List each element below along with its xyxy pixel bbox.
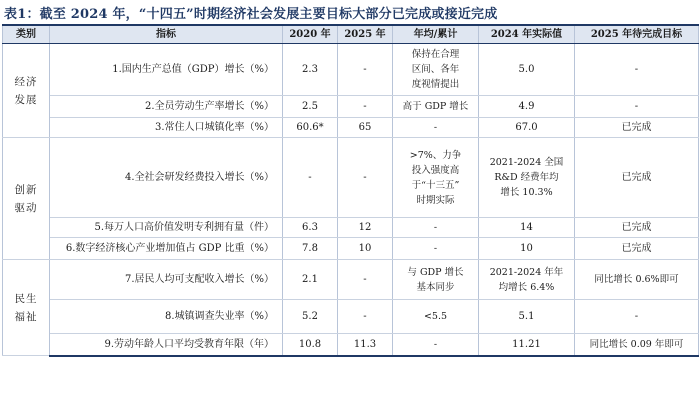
table-row	[3, 96, 699, 118]
value-2025-cell: 10	[338, 238, 393, 260]
value-2020-cell: -	[283, 138, 338, 218]
indicator-cell: 6.数字经济核心产业增加值占 GDP 比重（%）	[50, 238, 283, 260]
value-2025-cell: -	[338, 260, 393, 300]
value-2020-cell: 10.8	[283, 334, 338, 356]
actual-2024-cell: 2021-2024 全国 R&D 经费年均 增长 10.3%	[479, 138, 575, 218]
value-2020-cell: 2.3	[283, 44, 338, 96]
value-2020-cell: 60.6*	[283, 118, 338, 138]
category-cell: 创新 驱动	[3, 138, 50, 260]
annual-cell: -	[393, 238, 479, 260]
target-2025-cell: 已完成	[575, 138, 699, 218]
annual-cell: -	[393, 218, 479, 238]
actual-2024-cell: 10	[479, 238, 575, 260]
category-cell: 经济 发展	[3, 44, 50, 138]
header-row	[3, 25, 699, 44]
value-2020-cell: 2.1	[283, 260, 338, 300]
goals-table	[2, 24, 699, 357]
annual-cell: <5.5	[393, 300, 479, 334]
table-row	[3, 260, 699, 300]
table-row	[3, 300, 699, 334]
value-2020-cell: 6.3	[283, 218, 338, 238]
target-2025-cell: 同比增长 0.6%即可	[575, 260, 699, 300]
header-2020: 2020 年	[283, 25, 338, 44]
value-2025-cell: 11.3	[338, 334, 393, 356]
header-annual: 年均/累计	[393, 25, 479, 44]
actual-2024-cell: 67.0	[479, 118, 575, 138]
table-row	[3, 44, 699, 96]
value-2025-cell: -	[338, 44, 393, 96]
value-2025-cell: -	[338, 138, 393, 218]
table-row	[3, 238, 699, 260]
indicator-cell: 2.全员劳动生产率增长（%）	[50, 96, 283, 118]
indicator-cell: 8.城镇调查失业率（%）	[50, 300, 283, 334]
annual-cell: -	[393, 118, 479, 138]
value-2025-cell: -	[338, 96, 393, 118]
indicator-cell: 1.国内生产总值（GDP）增长（%）	[50, 44, 283, 96]
table-row	[3, 138, 699, 218]
target-2025-cell: -	[575, 300, 699, 334]
header-indicator: 指标	[50, 25, 283, 44]
value-2020-cell: 5.2	[283, 300, 338, 334]
annual-cell: -	[393, 334, 479, 356]
value-2020-cell: 2.5	[283, 96, 338, 118]
header-2025: 2025 年	[338, 25, 393, 44]
actual-2024-cell: 5.1	[479, 300, 575, 334]
value-2025-cell: 65	[338, 118, 393, 138]
indicator-cell: 5.每万人口高价值发明专利拥有量（件）	[50, 218, 283, 238]
table-row	[3, 118, 699, 138]
actual-2024-cell: 2021-2024 年年 均增长 6.4%	[479, 260, 575, 300]
table-title: 表1：截至 2024 年，“十四五”时期经济社会发展主要目标大部分已完成或接近完成	[4, 7, 498, 22]
actual-2024-cell: 5.0	[479, 44, 575, 96]
target-2025-cell: -	[575, 44, 699, 96]
target-2025-cell: -	[575, 96, 699, 118]
header-actual-2024: 2024 年实际值	[479, 25, 575, 44]
actual-2024-cell: 11.21	[479, 334, 575, 356]
target-2025-cell: 已完成	[575, 238, 699, 260]
annual-cell: >7%、力争 投入强度高 于“十三五” 时期实际	[393, 138, 479, 218]
indicator-cell: 7.居民人均可支配收入增长（%）	[50, 260, 283, 300]
category-cell: 民生 福祉	[3, 260, 50, 356]
actual-2024-cell: 14	[479, 218, 575, 238]
header-target-2025: 2025 年待完成目标	[575, 25, 699, 44]
target-2025-cell: 已完成	[575, 218, 699, 238]
indicator-cell: 3.常住人口城镇化率（%）	[50, 118, 283, 138]
indicator-cell: 4.全社会研发经费投入增长（%）	[50, 138, 283, 218]
header-category: 类别	[3, 25, 50, 44]
table-row	[3, 218, 699, 238]
annual-cell: 与 GDP 增长 基本同步	[393, 260, 479, 300]
annual-cell: 保持在合理 区间、各年 度视情提出	[393, 44, 479, 96]
value-2025-cell: -	[338, 300, 393, 334]
value-2025-cell: 12	[338, 218, 393, 238]
value-2020-cell: 7.8	[283, 238, 338, 260]
target-2025-cell: 已完成	[575, 118, 699, 138]
table-row	[3, 334, 699, 356]
target-2025-cell: 同比增长 0.09 年即可	[575, 334, 699, 356]
indicator-cell: 9.劳动年龄人口平均受教育年限（年）	[50, 334, 283, 356]
actual-2024-cell: 4.9	[479, 96, 575, 118]
annual-cell: 高于 GDP 增长	[393, 96, 479, 118]
